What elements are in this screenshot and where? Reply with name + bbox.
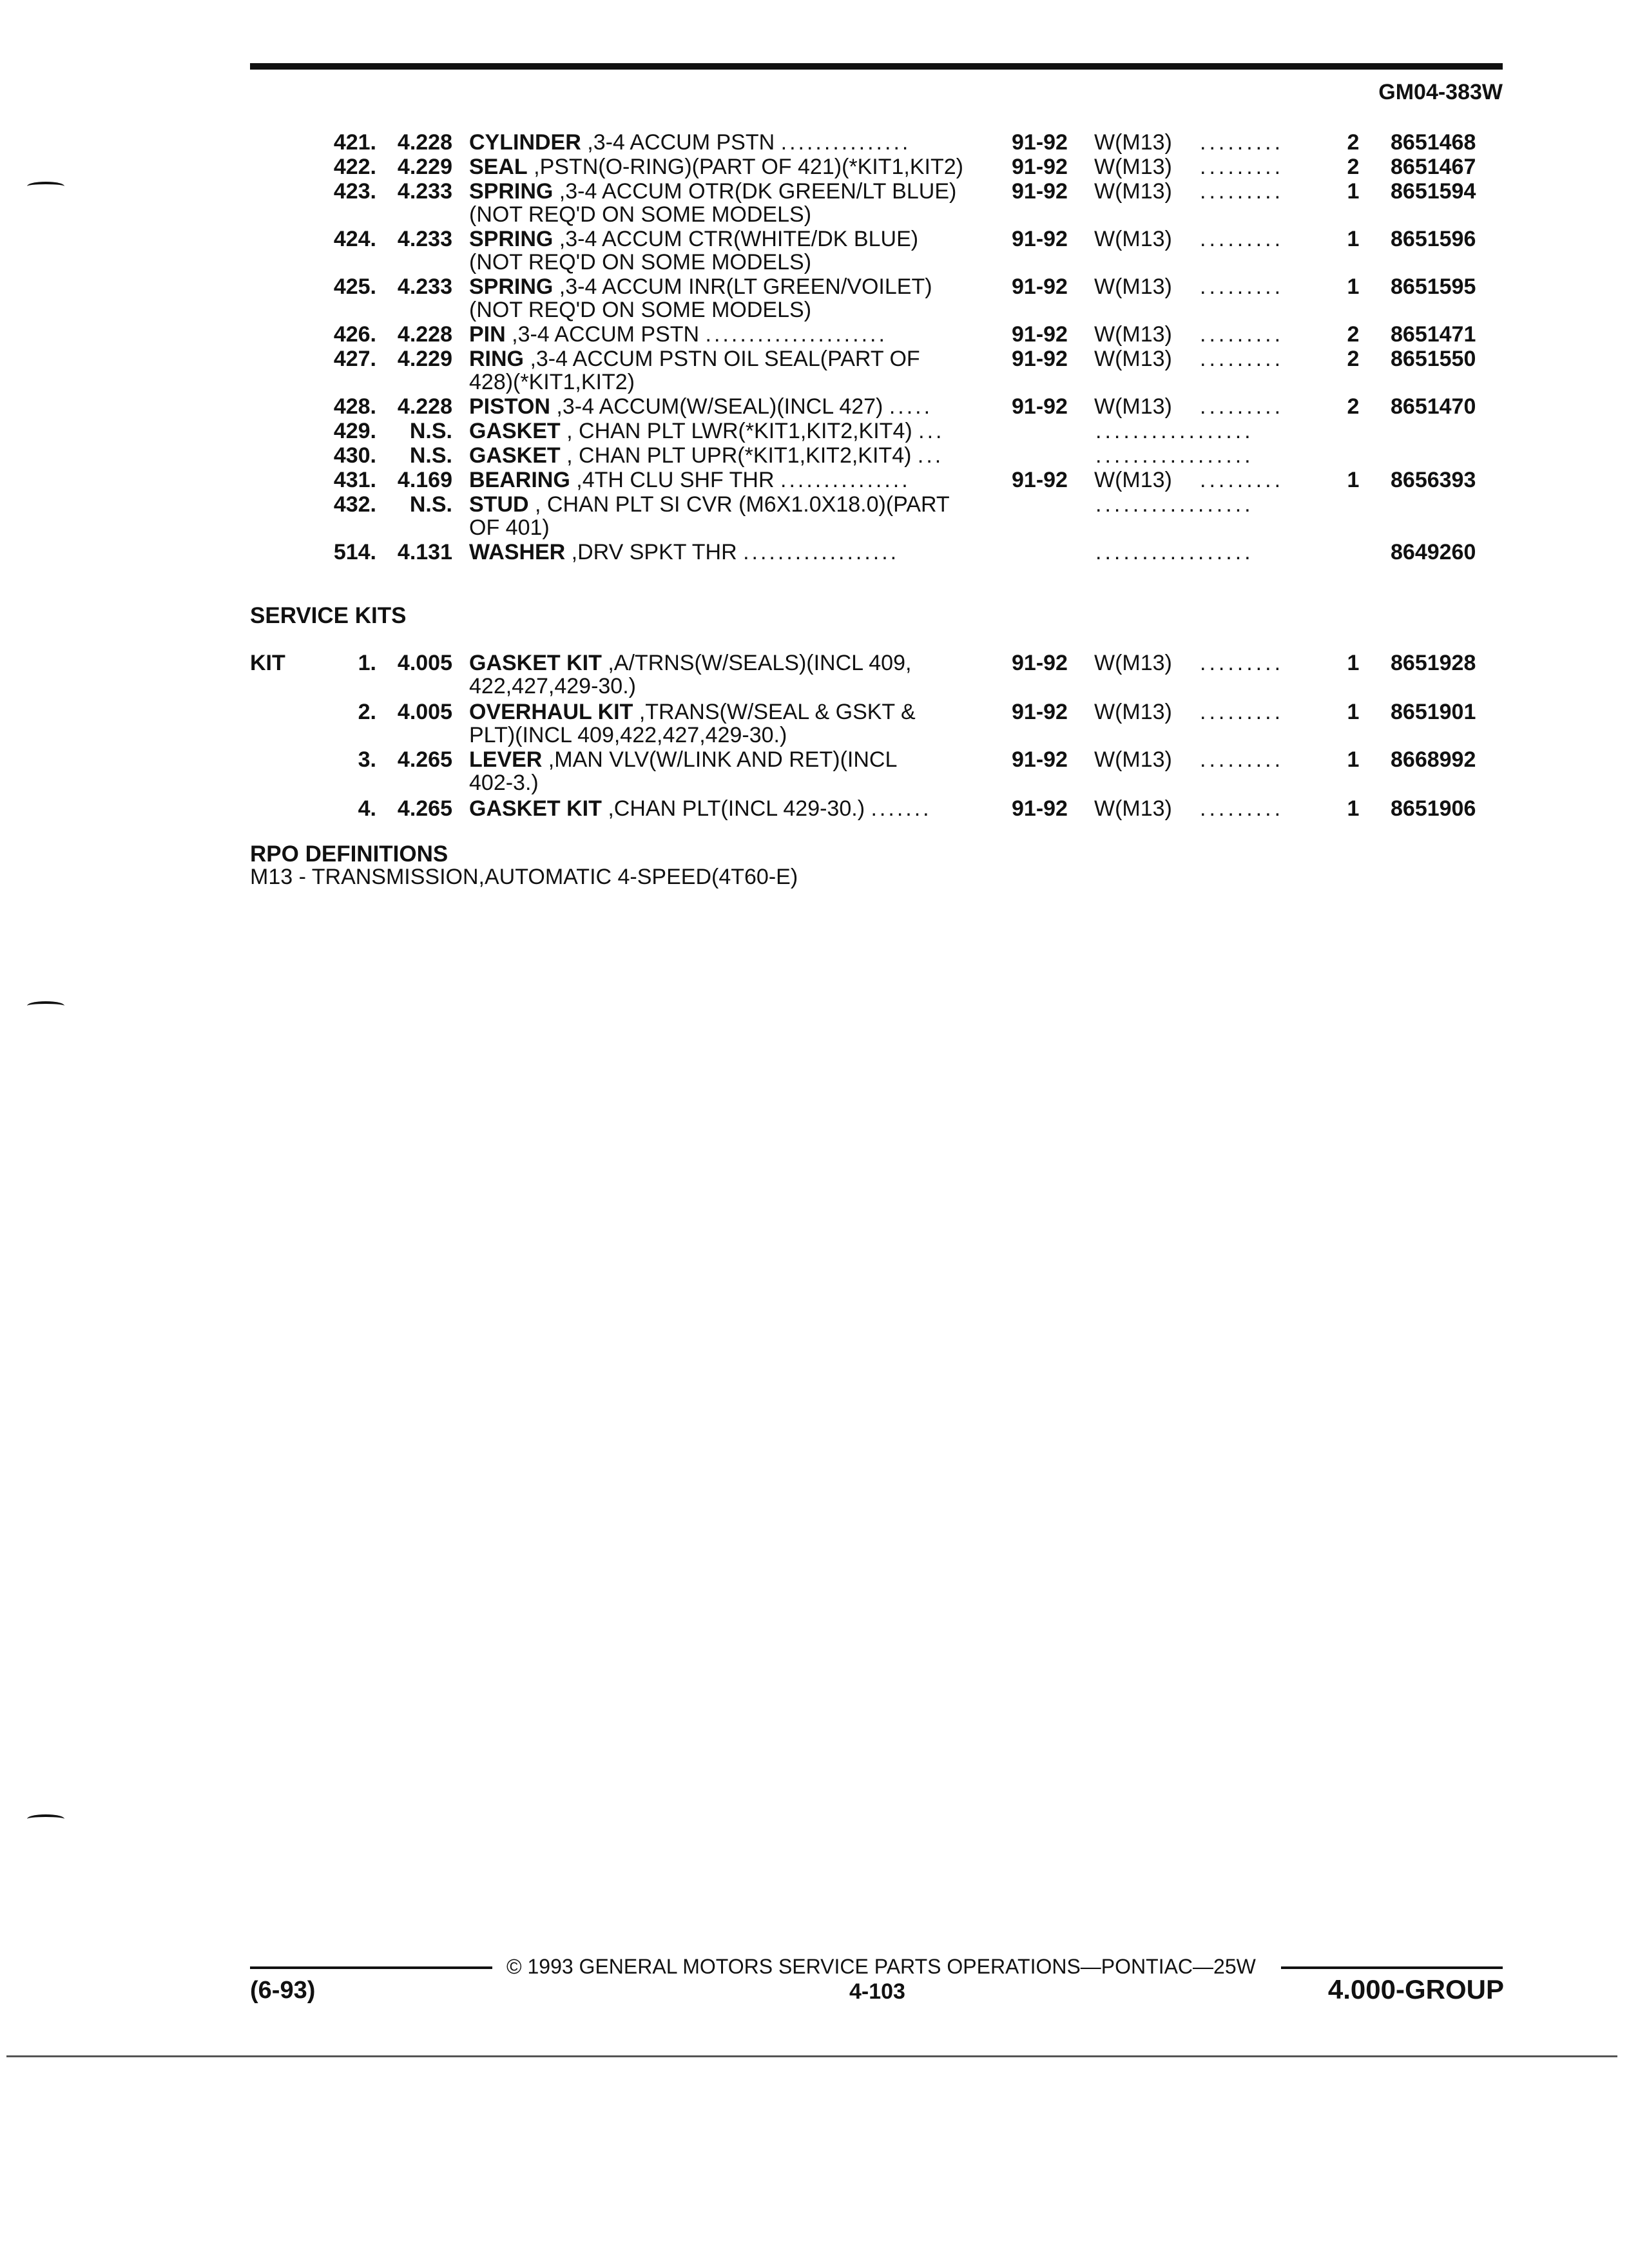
item-desc-text: ,3-4 ACCUM PSTN <box>581 130 775 155</box>
item-description <box>469 443 998 468</box>
item-description <box>469 227 998 251</box>
part-row <box>0 347 1629 372</box>
page-number: 4-103 <box>849 1979 905 2004</box>
leader-dots-right: ................. <box>1095 492 1254 517</box>
part-row <box>0 419 1629 445</box>
footer-date: (6-93) <box>250 1977 316 2004</box>
part-row <box>0 492 1629 518</box>
usage-code: W(M13) <box>1094 747 1172 772</box>
item-number: 426. <box>333 322 376 347</box>
item-desc-text: ,3-4 ACCUM INR(LT GREEN/VOILET) <box>553 274 932 299</box>
quantity: 2 <box>1347 347 1360 371</box>
model-years: 91-92 <box>1012 347 1068 371</box>
usage-code: W(M13) <box>1094 468 1172 492</box>
leader-dots-right: ......... <box>1200 179 1284 204</box>
leader-dots-right: ......... <box>1200 227 1284 251</box>
leader-dots: ............... <box>780 468 911 492</box>
model-years: 91-92 <box>1012 747 1068 772</box>
leader-dots-right: ......... <box>1200 155 1284 179</box>
item-number: 432. <box>333 492 376 517</box>
kit-row <box>0 700 1629 726</box>
figure-ref: 4.265 <box>397 796 452 821</box>
item-name: GASKET KIT <box>469 796 602 821</box>
item-desc-text: , CHAN PLT SI CVR (M6X1.0X18.0)(PART <box>528 492 950 517</box>
service-kits-title: SERVICE KITS <box>250 603 407 628</box>
model-years: 91-92 <box>1012 394 1068 419</box>
item-description <box>469 130 998 155</box>
kit-label: KIT <box>250 651 285 675</box>
item-desc-text: ,CHAN PLT(INCL 429-30.) <box>601 796 865 821</box>
item-desc-text: , CHAN PLT UPR(*KIT1,KIT2,KIT4) <box>560 443 912 468</box>
item-number: 3. <box>358 747 376 772</box>
usage-code: W(M13) <box>1094 700 1172 724</box>
item-name: GASKET KIT <box>469 651 602 675</box>
item-description-cont: 422,427,429-30.) <box>469 674 636 698</box>
usage-code: W(M13) <box>1094 796 1172 821</box>
item-desc-text: ,3-4 ACCUM CTR(WHITE/DK BLUE) <box>553 227 919 251</box>
item-number: 421. <box>333 130 376 155</box>
item-description <box>469 747 998 772</box>
item-name: SPRING <box>469 179 554 204</box>
item-desc-text: , CHAN PLT LWR(*KIT1,KIT2,KIT4) <box>560 419 912 443</box>
item-description <box>469 540 998 564</box>
quantity: 1 <box>1347 700 1360 724</box>
figure-ref: 4.169 <box>397 468 452 492</box>
leader-dots-right: ......... <box>1200 274 1284 299</box>
quantity: 1 <box>1347 747 1360 772</box>
model-years: 91-92 <box>1012 155 1068 179</box>
part-row <box>0 179 1629 205</box>
part-number: 8651596 <box>1391 227 1476 251</box>
item-name: SPRING <box>469 274 554 299</box>
usage-code: W(M13) <box>1094 227 1172 251</box>
usage-code: W(M13) <box>1094 179 1172 204</box>
model-years: 91-92 <box>1012 130 1068 155</box>
document-id: GM04-383W <box>1378 80 1503 104</box>
item-description <box>469 347 998 371</box>
part-row <box>0 322 1629 348</box>
usage-code: W(M13) <box>1094 651 1172 675</box>
part-row <box>0 274 1629 300</box>
usage-code: W(M13) <box>1094 322 1172 347</box>
rpo-definitions-title: RPO DEFINITIONS <box>250 841 448 867</box>
item-number: 430. <box>333 443 376 468</box>
item-name: PIN <box>469 322 506 347</box>
figure-ref: 4.233 <box>397 227 452 251</box>
item-description-cont: PLT)(INCL 409,422,427,429-30.) <box>469 723 787 747</box>
usage-code: W(M13) <box>1094 130 1172 155</box>
leader-dots: ....... <box>871 796 932 821</box>
item-number: 425. <box>333 274 376 299</box>
figure-ref: 4.229 <box>397 347 452 371</box>
leader-dots: ..................... <box>705 322 887 347</box>
item-description-cont: (NOT REQ'D ON SOME MODELS) <box>469 298 812 322</box>
part-number: 8651901 <box>1391 700 1476 724</box>
item-number: 1. <box>358 651 376 675</box>
part-number: 8668992 <box>1391 747 1476 772</box>
leader-dots-right: ................. <box>1095 443 1254 468</box>
item-desc-text: ,4TH CLU SHF THR <box>570 468 775 492</box>
figure-ref: 4.233 <box>397 274 452 299</box>
item-description <box>469 155 998 179</box>
item-description <box>469 274 998 299</box>
model-years: 91-92 <box>1012 468 1068 492</box>
item-desc-text: ,3-4 ACCUM(W/SEAL)(INCL 427) <box>550 394 883 419</box>
footer-rule-left <box>250 1966 492 1969</box>
usage-code: W(M13) <box>1094 155 1172 179</box>
item-description <box>469 394 998 419</box>
figure-ref: 4.005 <box>397 700 452 724</box>
figure-ref: 4.265 <box>397 747 452 772</box>
item-number: 431. <box>333 468 376 492</box>
quantity: 1 <box>1347 651 1360 675</box>
item-description <box>469 796 998 821</box>
item-desc-text: ,3-4 ACCUM PSTN <box>505 322 700 347</box>
quantity: 1 <box>1347 274 1360 299</box>
figure-ref: 4.131 <box>397 540 452 564</box>
kit-row <box>0 651 1629 677</box>
item-name: GASKET <box>469 443 561 468</box>
part-number: 8651595 <box>1391 274 1476 299</box>
part-number: 8651550 <box>1391 347 1476 371</box>
margin-mark <box>27 1001 64 1010</box>
part-number: 8651471 <box>1391 322 1476 347</box>
item-description-cont: OF 401) <box>469 515 550 540</box>
margin-mark <box>27 182 64 191</box>
leader-dots: ... <box>917 443 944 468</box>
part-number: 8651470 <box>1391 394 1476 419</box>
part-row <box>0 443 1629 469</box>
usage-code: W(M13) <box>1094 347 1172 371</box>
item-description <box>469 492 998 517</box>
model-years: 91-92 <box>1012 227 1068 251</box>
item-number: 2. <box>358 700 376 724</box>
item-number: 423. <box>333 179 376 204</box>
item-description <box>469 468 998 492</box>
item-description-cont: 402-3.) <box>469 771 539 795</box>
leader-dots: ... <box>918 419 945 443</box>
group-label: 4.000-GROUP <box>1327 1974 1504 2004</box>
item-number: 4. <box>358 796 376 821</box>
item-name: RING <box>469 347 524 371</box>
figure-ref: 4.228 <box>397 322 452 347</box>
kit-row <box>0 796 1629 822</box>
item-name: OVERHAUL KIT <box>469 700 633 724</box>
part-number: 8651594 <box>1391 179 1476 204</box>
item-number: 514. <box>333 540 376 564</box>
usage-code: W(M13) <box>1094 394 1172 419</box>
item-name: BEARING <box>469 468 570 492</box>
item-description <box>469 322 998 347</box>
quantity: 2 <box>1347 394 1360 419</box>
figure-ref: 4.228 <box>397 130 452 155</box>
top-rule <box>250 63 1503 70</box>
margin-mark <box>27 1814 64 1823</box>
quantity: 2 <box>1347 130 1360 155</box>
item-desc-text: ,3-4 ACCUM OTR(DK GREEN/LT BLUE) <box>553 179 957 204</box>
item-desc-text: ,DRV SPKT THR <box>565 540 737 564</box>
leader-dots-right: ......... <box>1200 130 1284 155</box>
leader-dots-right: ......... <box>1200 322 1284 347</box>
item-name: GASKET <box>469 419 561 443</box>
item-number: 427. <box>333 347 376 371</box>
item-number: 429. <box>333 419 376 443</box>
leader-dots: ..... <box>889 394 933 419</box>
rpo-definition: M13 - TRANSMISSION,AUTOMATIC 4-SPEED(4T60-E) <box>250 865 798 889</box>
leader-dots-right: ......... <box>1200 747 1284 772</box>
item-number: 424. <box>333 227 376 251</box>
usage-code: W(M13) <box>1094 274 1172 299</box>
kit-row <box>0 747 1629 773</box>
part-row <box>0 540 1629 566</box>
figure-ref: N.S. <box>409 492 452 517</box>
leader-dots-right: ................. <box>1095 419 1254 443</box>
part-number: 8656393 <box>1391 468 1476 492</box>
item-name: SPRING <box>469 227 554 251</box>
part-row <box>0 394 1629 420</box>
item-name: WASHER <box>469 540 566 564</box>
part-number: 8651928 <box>1391 651 1476 675</box>
part-row <box>0 155 1629 180</box>
model-years: 91-92 <box>1012 322 1068 347</box>
item-name: CYLINDER <box>469 130 581 155</box>
part-row <box>0 227 1629 253</box>
item-description-cont: 428)(*KIT1,KIT2) <box>469 370 635 394</box>
quantity: 2 <box>1347 155 1360 179</box>
item-description-cont: (NOT REQ'D ON SOME MODELS) <box>469 202 812 227</box>
model-years: 91-92 <box>1012 700 1068 724</box>
figure-ref: 4.228 <box>397 394 452 419</box>
part-number: 8651467 <box>1391 155 1476 179</box>
part-row <box>0 468 1629 494</box>
quantity: 1 <box>1347 796 1360 821</box>
item-desc-text: ,TRANS(W/SEAL & GSKT & <box>633 700 916 724</box>
quantity: 1 <box>1347 179 1360 204</box>
footer-rule-right <box>1281 1966 1503 1969</box>
model-years: 91-92 <box>1012 274 1068 299</box>
item-description <box>469 700 998 724</box>
figure-ref: 4.005 <box>397 651 452 675</box>
figure-ref: 4.229 <box>397 155 452 179</box>
leader-dots-right: ......... <box>1200 700 1284 724</box>
quantity: 1 <box>1347 468 1360 492</box>
item-name: STUD <box>469 492 529 517</box>
quantity: 2 <box>1347 322 1360 347</box>
part-number: 8649260 <box>1391 540 1476 564</box>
bottom-rule <box>6 2055 1617 2057</box>
item-name: LEVER <box>469 747 543 772</box>
leader-dots-right: ......... <box>1200 468 1284 492</box>
leader-dots: ............... <box>780 130 911 155</box>
figure-ref: 4.233 <box>397 179 452 204</box>
item-name: PISTON <box>469 394 550 419</box>
model-years: 91-92 <box>1012 651 1068 675</box>
part-row <box>0 130 1629 156</box>
item-desc-text: ,MAN VLV(W/LINK AND RET)(INCL <box>542 747 898 772</box>
item-description <box>469 651 998 675</box>
leader-dots-right: ......... <box>1200 796 1284 821</box>
model-years: 91-92 <box>1012 796 1068 821</box>
leader-dots-right: ................. <box>1095 540 1254 564</box>
quantity: 1 <box>1347 227 1360 251</box>
leader-dots-right: ......... <box>1200 394 1284 419</box>
item-name: SEAL <box>469 155 528 179</box>
item-desc-text: ,PSTN(O-RING)(PART OF 421)(*KIT1,KIT2) <box>527 155 964 179</box>
leader-dots-right: ......... <box>1200 651 1284 675</box>
part-number: 8651906 <box>1391 796 1476 821</box>
part-number: 8651468 <box>1391 130 1476 155</box>
item-desc-text: ,A/TRNS(W/SEALS)(INCL 409, <box>601 651 912 675</box>
item-description <box>469 179 998 204</box>
item-number: 422. <box>333 155 376 179</box>
item-number: 428. <box>333 394 376 419</box>
model-years: 91-92 <box>1012 179 1068 204</box>
figure-ref: N.S. <box>409 443 452 468</box>
leader-dots: .................. <box>743 540 900 564</box>
item-description <box>469 419 998 443</box>
leader-dots-right: ......... <box>1200 347 1284 371</box>
footer-copyright: © 1993 GENERAL MOTORS SERVICE PARTS OPERATIONS—PONTIAC—25W <box>506 1955 1256 1978</box>
figure-ref: N.S. <box>409 419 452 443</box>
item-description-cont: (NOT REQ'D ON SOME MODELS) <box>469 250 812 274</box>
item-desc-text: ,3-4 ACCUM PSTN OIL SEAL(PART OF <box>524 347 920 371</box>
